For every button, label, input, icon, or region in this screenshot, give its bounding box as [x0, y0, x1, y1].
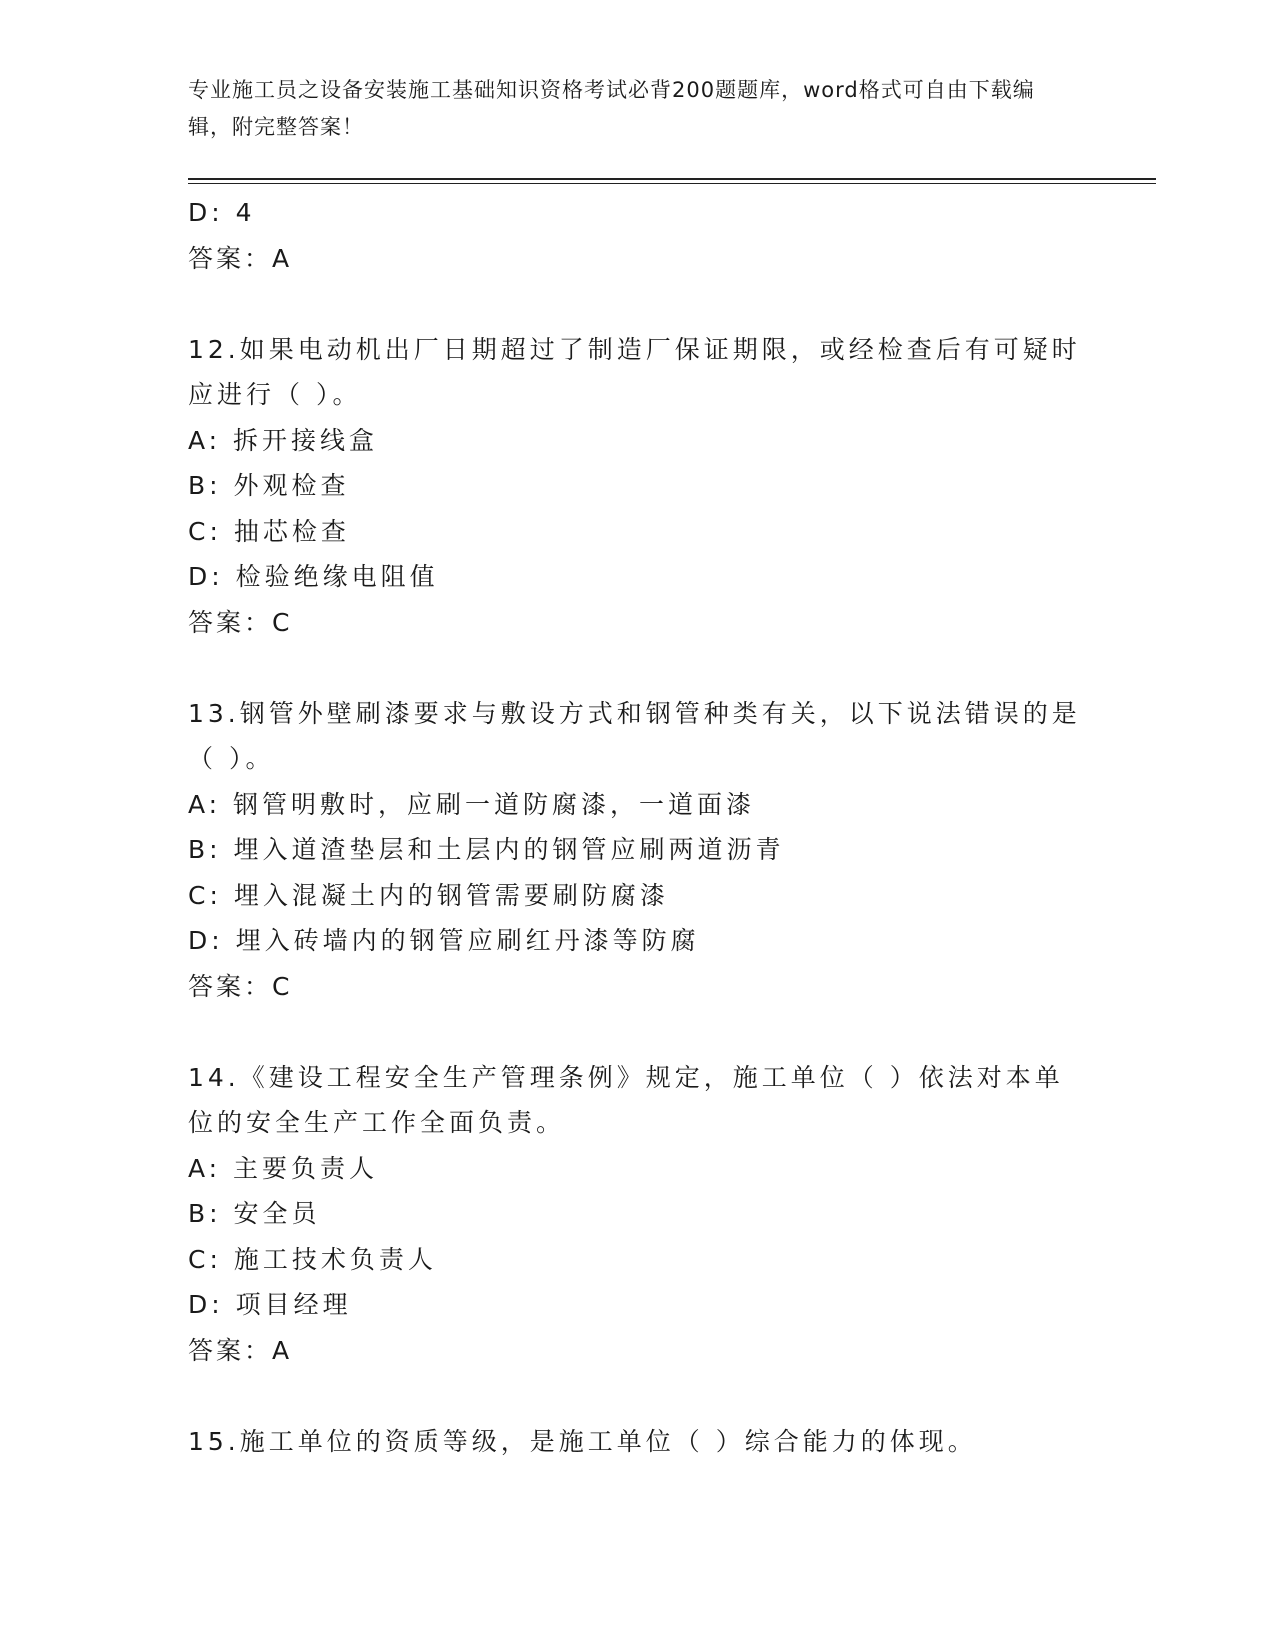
option-c: C: 埋入混凝土内的钢管需要刷防腐漆: [188, 880, 669, 910]
document-header: 专业施工员之设备安装施工基础知识资格考试必背200题题库，word格式可自由下载编辑，附完整答案！: [188, 78, 1035, 139]
header-rule-thick: [188, 178, 1156, 180]
option-a: A: 拆开接线盒: [188, 425, 379, 455]
option-c: C: 施工技术负责人: [188, 1244, 437, 1274]
question-14: [188, 1055, 1088, 1374]
spacer: [188, 1009, 1088, 1055]
answer: 答案：C: [188, 607, 293, 637]
option-b: B: 安全员: [188, 1199, 321, 1228]
spacer: [188, 645, 1088, 691]
option-c: C: 抽芯检查: [188, 516, 350, 546]
answer: 答案：C: [188, 971, 293, 1001]
document-body: [188, 190, 1088, 1464]
question-15: [188, 1419, 1088, 1465]
spacer: [188, 1373, 1088, 1419]
option-d: D: 埋入砖墙内的钢管应刷红丹漆等防腐: [188, 926, 700, 955]
option-a: A: 主要负责人: [188, 1153, 379, 1183]
question-stem-cont: （ ）。: [188, 744, 275, 773]
prev-option-d: D: 4: [188, 198, 256, 227]
question-stem: 13.钢管外壁刷漆要求与敷设方式和钢管种类有关，以下说法错误的是: [188, 698, 1081, 728]
option-d: D: 检验绝缘电阻值: [188, 562, 439, 591]
question-stem: 15.施工单位的资质等级，是施工单位（ ）综合能力的体现。: [188, 1426, 977, 1456]
prev-answer: 答案：A: [188, 243, 293, 273]
question-13: [188, 691, 1088, 1010]
question-12: [188, 327, 1088, 646]
question-stem-cont: 应进行（ ）。: [188, 380, 362, 409]
question-stem-cont: 位的安全生产工作全面负责。: [188, 1108, 566, 1137]
spacer: [188, 281, 1088, 327]
option-b: B: 外观检查: [188, 471, 350, 500]
option-b: B: 埋入道渣垫层和土层内的钢管应刷两道沥青: [188, 835, 785, 864]
header-rule-thin: [188, 183, 1156, 184]
answer: 答案：A: [188, 1335, 293, 1365]
option-d: D: 项目经理: [188, 1290, 352, 1319]
option-a: A: 钢管明敷时，应刷一道防腐漆，一道面漆: [188, 789, 756, 819]
question-stem: 14.《建设工程安全生产管理条例》规定，施工单位（ ）依法对本单: [188, 1062, 1064, 1092]
question-stem: 12.如果电动机出厂日期超过了制造厂保证期限，或经检查后有可疑时: [188, 334, 1081, 364]
